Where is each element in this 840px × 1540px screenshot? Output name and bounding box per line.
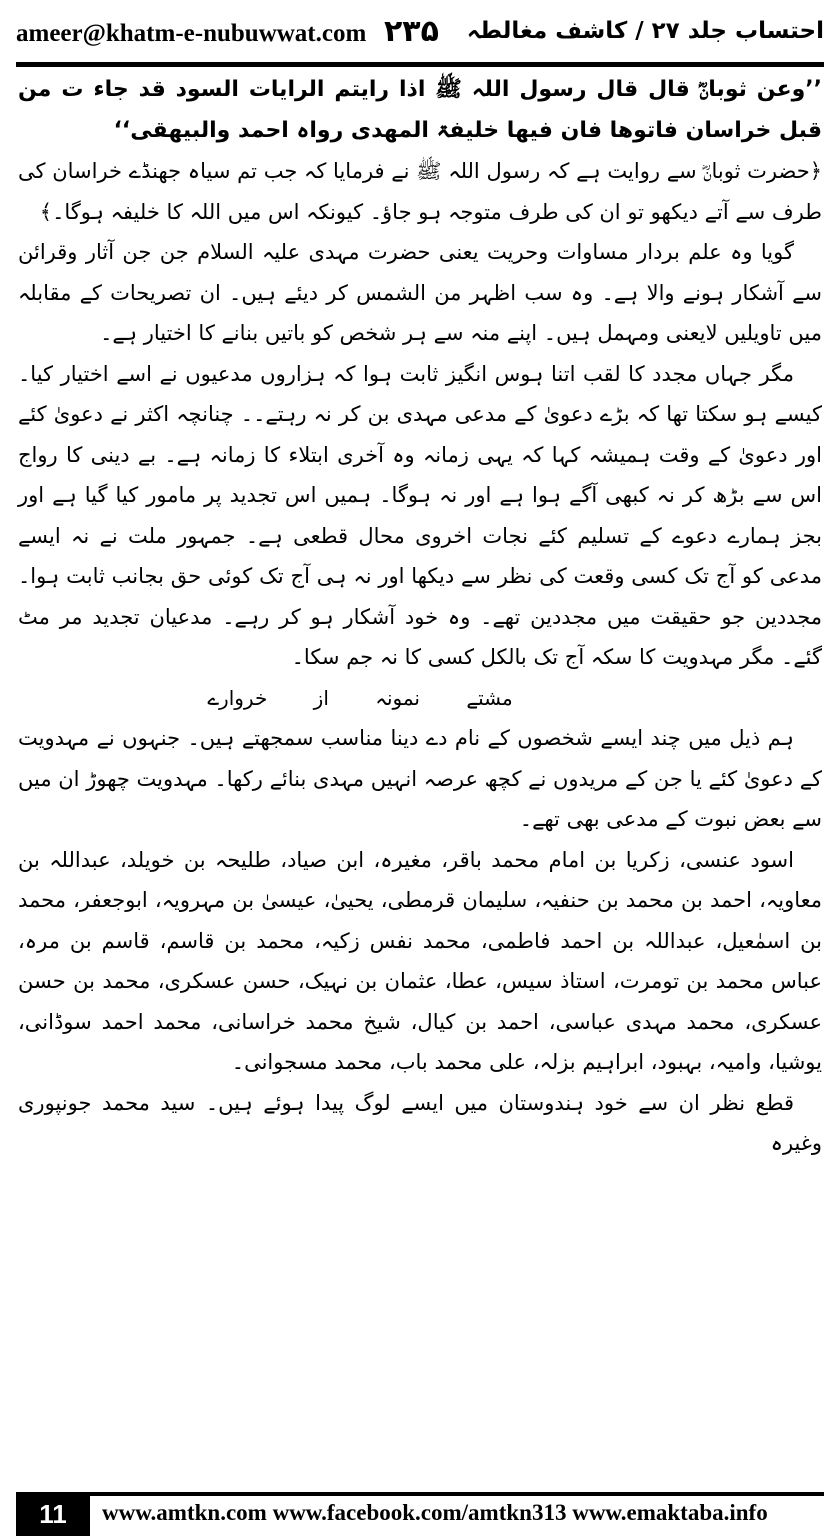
footer-number: 11 [16,1492,90,1536]
page-footer [16,1492,824,1536]
paragraph-1: گویا وہ علم بردار مساوات وحریت یعنی حضرت مہدی علیہ السلام جن جن آثار وقرائن سے آشکار ہونے والا ہے۔ وہ سب اظہر من الشمس کر دیئے ہیں۔ ان تصریحات کے مقابلہ میں تاویلیں لایعنی ومہمل ہیں۔ اپنے منہ سے ہر شخص کو باتیں بنانے کا اختیار ہے۔ [18,240,822,345]
paragraph-4: اسود عنسی، زکریا بن امام محمد باقر، مغیرہ، ابن صیاد، طلیحہ بن خویلد، عبداللہ بن معاویہ، احمد بن محمد بن حنفیہ، سلیمان قرمطی، یحییٰ، عیسیٰ بن مہرویہ، ابوجعفر، محمد بن اسمٰعیل، عبداللہ بن احمد فاطمی، محمد نفس زکیہ، محمد بن قاسم، قاسم بن مرہ، عباس محمد بن تومرت، استاذ سیس، عطا، عثمان بن نہیک، حسن عسکری، محمد بن حسن عسکری، محمد مہدی عباسی، احمد بن کیال، شیخ محمد خراسانی، محمد احمد سوڈانی، یوشیا، وامیہ، بہبود، ابراہیم بزلہ، علی محمد باب، محمد مسجوانی۔ [18,847,822,1074]
paragraph-5: قطع نظر ان سے خود ہندوستان میں ایسے لوگ پیدا ہوئے ہیں۔ سید محمد جونپوری وغیرہ [18,1090,822,1155]
page-number: ۲۳۵ [384,14,439,49]
header-email: ameer@khatm-e-nubuwwat.com [16,20,367,47]
footer-divider [90,1492,824,1496]
header-divider [16,62,824,67]
page-body [18,70,822,1164]
footer-links: www.amtkn.com www.facebook.com/amtkn313 www.emaktaba.info [102,1500,768,1525]
hadith-arabic: ’’وعن ثوبانؓ قال قال رسول اللہ ﷺ اذا رایتم الرایات السود قد جاء ت من قبل خراسان فاتوھا فان فیھا خلیفۃ المھدی رواہ احمد والبیھقی‘‘ [18,77,822,143]
page-header [16,14,824,56]
paragraph-2: مگر جہاں مجدد کا لقب اتنا ہوس انگیز ثابت ہوا کہ ہزاروں مدعیوں نے اسے اختیار کیا۔ کیسے ہو سکتا تھا کہ بڑے دعویٰ کے مدعی مہدی بن کر نہ رہتے۔۔ چنانچہ اکثر نے دعویٰ کئے اور دعویٰ کے وقت ہمیشہ کہا کہ یہی زمانہ وہ آخری ابتلاء کا زمانہ ہے۔ بے دینی کا رواج اس سے بڑھ کر نہ کبھی آگے ہوا ہے اور نہ ہوگا۔ ہمیں اس تجدید پر مامور کیا گیا ہے اور بجز ہمارے دعوے کے تسلیم کئے نجات اخروی محال قطعی ہے۔ جمہور ملت نے نہ ایسے مدعی کو آج تک کسی وقعت کی نظر سے دیکھا اور نہ ہی آج تک کوئی حق بجانب ثابت ہوا۔ مجددین جو حقیقت میں مجددین تھے۔ وہ خود آشکار ہو کر رہے۔ مدعیان تجدید مر مٹ گئے۔ مگر مہدویت کا سکہ آج تک بالکل کسی کا نہ جم سکا۔ [18,361,822,669]
section-subheading: مشتے نمونہ از خروارے [207,685,513,710]
hadith-translation: ﴿حضرت ثوبانؓ سے روایت ہے کہ رسول اللہ ﷺ نے فرمایا کہ جب تم سیاہ جھنڈے خراسان کی طرف سے آتے دیکھو تو ان کی طرف متوجہ ہو جاؤ۔ کیونکہ اس میں اللہ کا خلیفہ ہوگا۔﴾ [18,159,822,224]
paragraph-3: ہم ذیل میں چند ایسے شخصوں کے نام دے دینا مناسب سمجھتے ہیں۔ جنہوں نے مہدویت کے دعویٰ کئے یا جن کے مریدوں نے کچھ عرصہ انہیں مہدی بنائے رکھا۔ مہدویت چھوڑ ان میں سے بعض نبوت کے مدعی بھی تھے۔ [18,726,822,831]
running-title: احتساب جلد ۲۷ / کاشف مغالطہ [466,18,824,44]
